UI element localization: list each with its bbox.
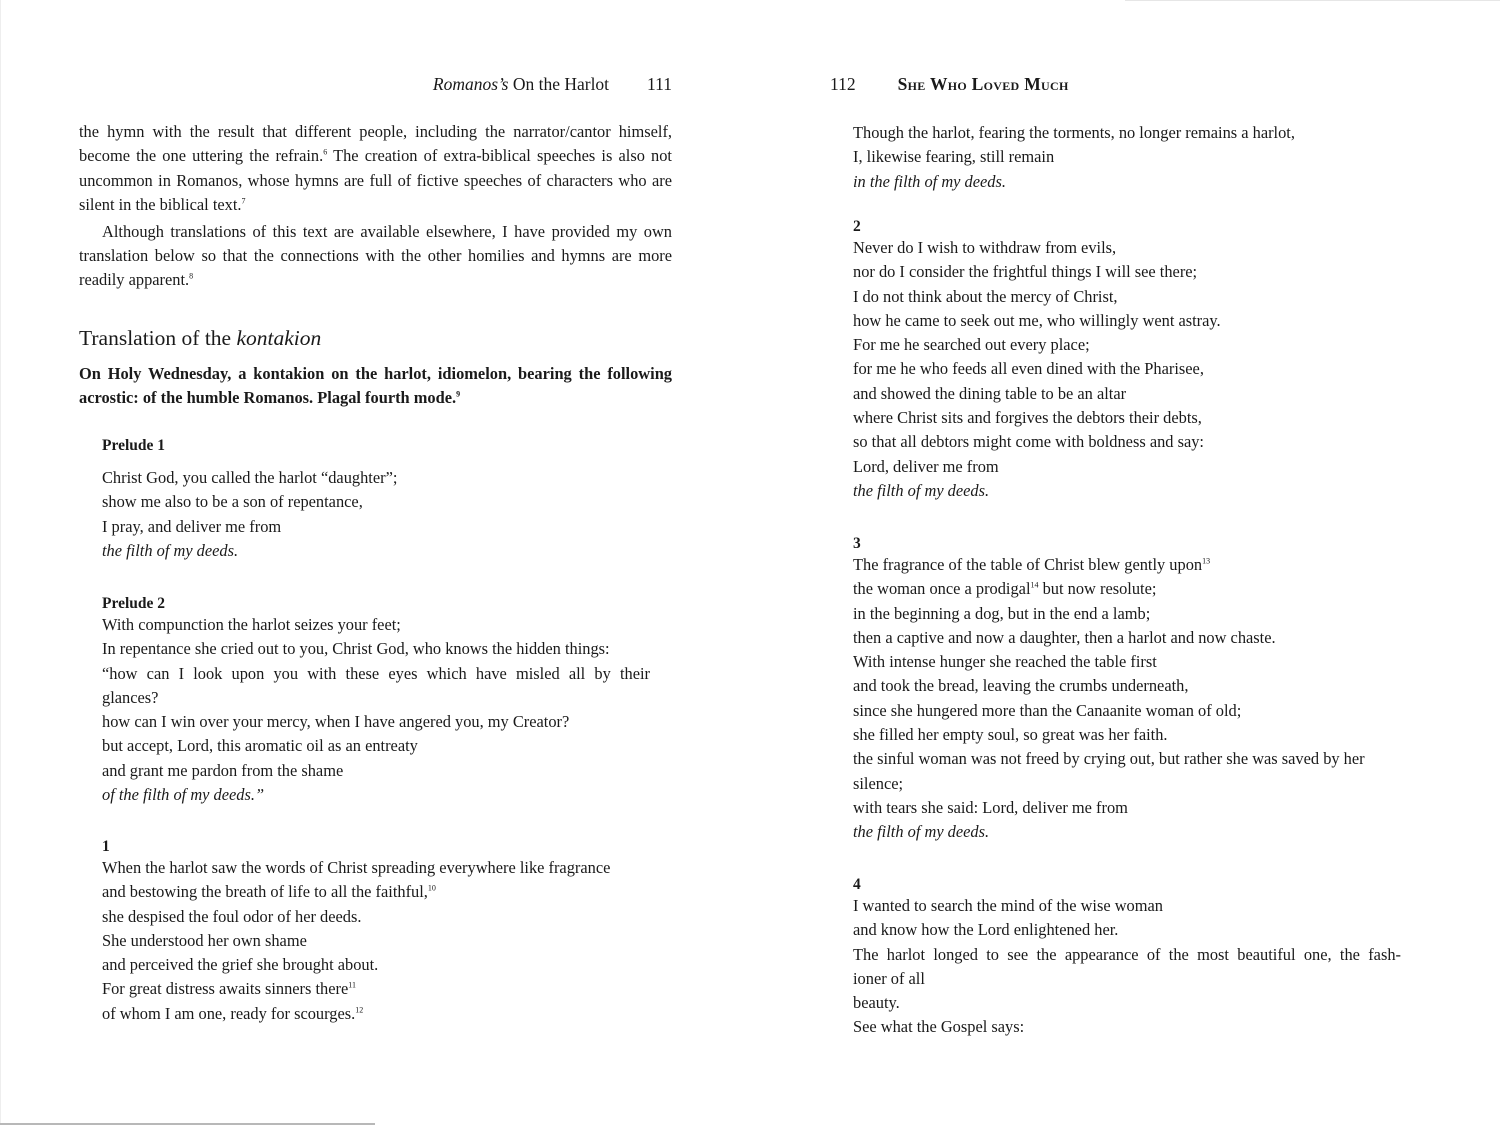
stanza-1 [102, 838, 610, 1026]
right-page [750, 0, 1500, 1125]
verse [102, 466, 397, 563]
verse [853, 553, 1401, 845]
verse-line [853, 577, 1401, 601]
verse [853, 121, 1295, 194]
verse [102, 856, 610, 1026]
verse-line [102, 880, 610, 904]
verse-text: but now resolute; [1038, 579, 1157, 599]
footnote-ref[interactable]: 13 [1202, 556, 1211, 566]
refrain: the filth of my deeds. [853, 822, 990, 842]
page-number: 112 [830, 74, 856, 94]
running-head-right [830, 74, 1069, 95]
rubric [79, 362, 672, 411]
verse-line: When the harlot saw the words of Christ spreading everywhere like fragrance [102, 858, 611, 877]
verse-line: With intense hunger she reached the table first [853, 652, 1157, 672]
stanza-label: 4 [853, 876, 861, 893]
verse-line: for me he who feeds all even dined with the Pharisee, [853, 359, 1204, 379]
verse-line: and showed the dining table to be an altar [853, 383, 1127, 403]
refrain: the filth of my deeds. [853, 480, 990, 500]
verse-line: “how can I look upon you with these eyes which have misled all by their [102, 663, 650, 683]
stanza-4 [853, 876, 1401, 1040]
footnote-ref[interactable]: 9 [456, 389, 461, 399]
verse-line: and grant me pardon from the shame [102, 760, 344, 780]
verse-line [102, 1002, 610, 1026]
verse-line: since she hungered more than the Canaanite woman of old; [853, 700, 1242, 720]
stanza-1-continued [853, 121, 1295, 194]
paragraph-text: Although translations of this text are available elsewhere, I have provided my own translation below so that the connections with the other homilies and hymns are more readily apparent. [79, 221, 672, 290]
refrain: the filth of my deeds. [102, 540, 239, 560]
verse-line [102, 977, 610, 1001]
verse-line: in the beginning a dog, but in the end a lamb; [853, 603, 1151, 623]
verse [853, 236, 1221, 503]
intro-text [79, 120, 672, 293]
footnote-ref[interactable]: 11 [348, 981, 356, 991]
running-head-left [433, 74, 672, 95]
verse-line: nor do I consider the frightful things I will see there; [853, 262, 1198, 282]
running-head-title-italic: Romanos’s [432, 74, 509, 94]
heading-text: Translation of the [79, 326, 237, 350]
footnote-ref[interactable]: 8 [189, 271, 194, 281]
running-head-title: She Who Loved Much [897, 74, 1069, 94]
refrain: in the filth of my deeds. [853, 171, 1006, 191]
verse-line: and know how the Lord enlightened her. [853, 920, 1119, 940]
verse [853, 894, 1401, 1040]
section-heading [79, 326, 321, 351]
footnote-ref[interactable]: 7 [241, 196, 246, 206]
heading-italic: kontakion [236, 326, 322, 350]
prelude-2 [102, 595, 650, 807]
verse-line: I do not think about the mercy of Christ, [853, 286, 1118, 306]
stanza-label: 3 [853, 535, 861, 552]
verse-line [853, 553, 1401, 577]
verse-line: and perceived the grief she brought about. [102, 955, 379, 975]
verse-text: and bestowing the breath of life to all the faithful, [102, 882, 428, 902]
verse-line: beauty. [853, 993, 900, 1013]
footnote-ref[interactable]: 12 [355, 1005, 364, 1015]
verse-line: Though the harlot, fearing the torments, no longer remains a harlot, [853, 123, 1295, 142]
verse-line: where Christ sits and forgives the debtors their debts, [853, 408, 1202, 428]
paragraph [79, 120, 672, 218]
verse-line: the sinful woman was not freed by crying out, but rather she was saved by her [853, 749, 1365, 769]
verse-text: For great distress awaits sinners there [102, 979, 349, 999]
verse-line: silence; [853, 773, 904, 793]
paragraph [79, 220, 672, 293]
verse-line: With compunction the harlot seizes your feet; [102, 615, 401, 634]
footnote-ref[interactable]: 6 [323, 147, 328, 157]
refrain: of the filth of my deeds.” [102, 785, 265, 805]
page-number: 111 [647, 74, 672, 94]
verse-line: I wanted to search the mind of the wise woman [853, 896, 1163, 915]
footnote-ref[interactable]: 14 [1030, 580, 1039, 590]
verse-line: I pray, and deliver me from [102, 516, 282, 536]
verse-line: Lord, deliver me from [853, 456, 999, 476]
verse-line: and took the bread, leaving the crumbs underneath, [853, 676, 1189, 696]
verse-line: See what the Gospel says: [853, 1017, 1025, 1037]
verse-line: The harlot longed to see the appearance of the most beautiful one, the fash- [853, 944, 1401, 964]
rubric-text: On Holy Wednesday, a kontakion on the harlot, idiomelon, bearing the following acrostic: of the humble Romanos. Plagal fourth mode. [79, 364, 672, 408]
verse-line: she despised the foul odor of her deeds. [102, 906, 362, 926]
stanza-2 [853, 218, 1221, 503]
stanza-3 [853, 535, 1401, 845]
verse-line: then a captive and now a daughter, then a harlot and now chaste. [853, 627, 1276, 647]
running-head-title: On the Harlot [508, 74, 610, 94]
verse [102, 613, 650, 807]
verse-line: ioner of all [853, 968, 925, 988]
verse-line: how can I win over your mercy, when I have angered you, my Creator? [102, 712, 570, 732]
stanza-label: 2 [853, 218, 861, 235]
verse-line: she filled her empty soul, so great was her faith. [853, 725, 1168, 745]
verse-line: so that all debtors might come with boldness and say: [853, 432, 1204, 452]
stanza-label: 1 [102, 838, 110, 855]
verse-line: She understood her own shame [102, 930, 307, 950]
verse-text: of whom I am one, ready for scourges. [102, 1003, 356, 1023]
verse-line: glances? [102, 687, 159, 707]
verse-line: For me he searched out every place; [853, 335, 1090, 355]
verse-line: Never do I wish to withdraw from evils, [853, 238, 1117, 257]
prelude-1 [102, 437, 397, 563]
verse-line: show me also to be a son of repentance, [102, 492, 363, 512]
paragraph-text: The creation of extra-biblical speeches is also not uncommon in Romanos, whose hymns are full of fictive speeches of characters who are silent in the biblical text. [79, 146, 672, 215]
footnote-ref[interactable]: 10 [427, 883, 436, 893]
verse-line: In repentance she cried out to you, Christ God, who knows the hidden things: [102, 639, 610, 659]
verse-line: Christ God, you called the harlot “daughter”; [102, 468, 398, 487]
verse-line: but accept, Lord, this aromatic oil as an entreaty [102, 736, 418, 756]
verse-line: I, likewise fearing, still remain [853, 147, 1055, 167]
stanza-label: Prelude 1 [102, 437, 165, 454]
verse-line: how he came to seek out me, who willingly went astray. [853, 310, 1221, 330]
verse-text: the woman once a prodigal [853, 579, 1031, 599]
verse-line: with tears she said: Lord, deliver me from [853, 797, 1128, 817]
stanza-label: Prelude 2 [102, 595, 165, 612]
paragraph-text: the hymn with the result that different people, including the narrator/cantor himself, become the one uttering the refrain. [79, 122, 672, 166]
verse-text: The fragrance of the table of Christ blew gently upon [853, 555, 1203, 574]
